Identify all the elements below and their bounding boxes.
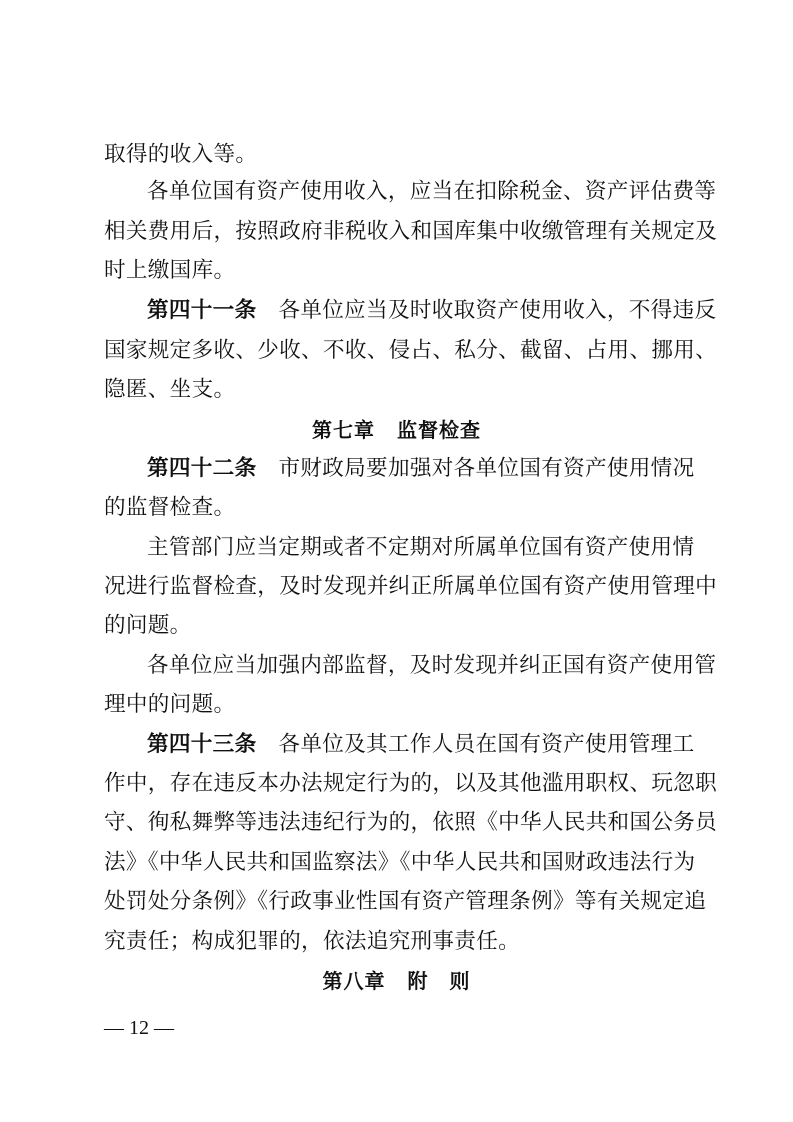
chapter-title: 附 则 — [407, 969, 471, 993]
paragraph-start-line: 主管部门应当定期或者不定期对所属单位国有资产使用情 — [147, 535, 695, 560]
article-number: 第四十二条 — [147, 456, 257, 481]
text-line: 隐匿、坐支。 — [104, 377, 236, 402]
text-line: 的问题。 — [104, 613, 192, 638]
text-line: 守、徇私舞弊等违法违纪行为的，依照《中华人民共和国公务员 — [104, 810, 718, 835]
article-text: 市财政局要加强对各单位国有资产使用情况 — [278, 456, 695, 481]
article-41-line — [147, 297, 747, 325]
article-text: 各单位应当及时收取资产使用收入，不得违反 — [278, 298, 717, 323]
text-line: 时上缴国库。 — [104, 258, 236, 283]
article-43-line — [147, 731, 747, 759]
article-42-line — [147, 455, 747, 483]
chapter-number: 第七章 — [312, 418, 375, 442]
article-number: 第四十三条 — [147, 732, 257, 757]
text-line: 相关费用后，按照政府非税收入和国库集中收缴管理有关规定及 — [104, 219, 718, 244]
chapter-title: 监督检查 — [397, 418, 481, 442]
article-text: 各单位及其工作人员在国有资产使用管理工 — [278, 732, 695, 757]
text-line: 取得的收入等。 — [104, 142, 258, 167]
chapter-8-heading — [0, 967, 793, 995]
text-line: 国家规定多收、少收、不收、侵占、私分、截留、占用、挪用、 — [104, 338, 718, 363]
text-line: 况进行监督检查，及时发现并纠正所属单位国有资产使用管理中 — [104, 574, 718, 599]
text-line: 处罚处分条例》《行政事业性国有资产管理条例》等有关规定追 — [104, 889, 707, 914]
text-line: 作中，存在违反本办法规定行为的，以及其他滥用职权、玩忽职 — [104, 771, 718, 796]
chapter-number: 第八章 — [322, 969, 386, 993]
paragraph-start-line: 各单位国有资产使用收入，应当在扣除税金、资产评估费等 — [147, 179, 717, 204]
article-number: 第四十一条 — [147, 298, 257, 323]
text-line: 究责任；构成犯罪的，依法追究刑事责任。 — [104, 929, 520, 954]
text-line: 的监督检查。 — [104, 495, 236, 520]
paragraph-start-line: 各单位应当加强内部监督，及时发现并纠正国有资产使用管 — [147, 653, 717, 678]
text-line: 理中的问题。 — [104, 692, 236, 717]
chapter-7-heading — [0, 416, 793, 444]
page-number: — 12 — — [104, 1017, 174, 1039]
text-line: 法》《中华人民共和国监察法》《中华人民共和国财政违法行为 — [104, 850, 696, 875]
